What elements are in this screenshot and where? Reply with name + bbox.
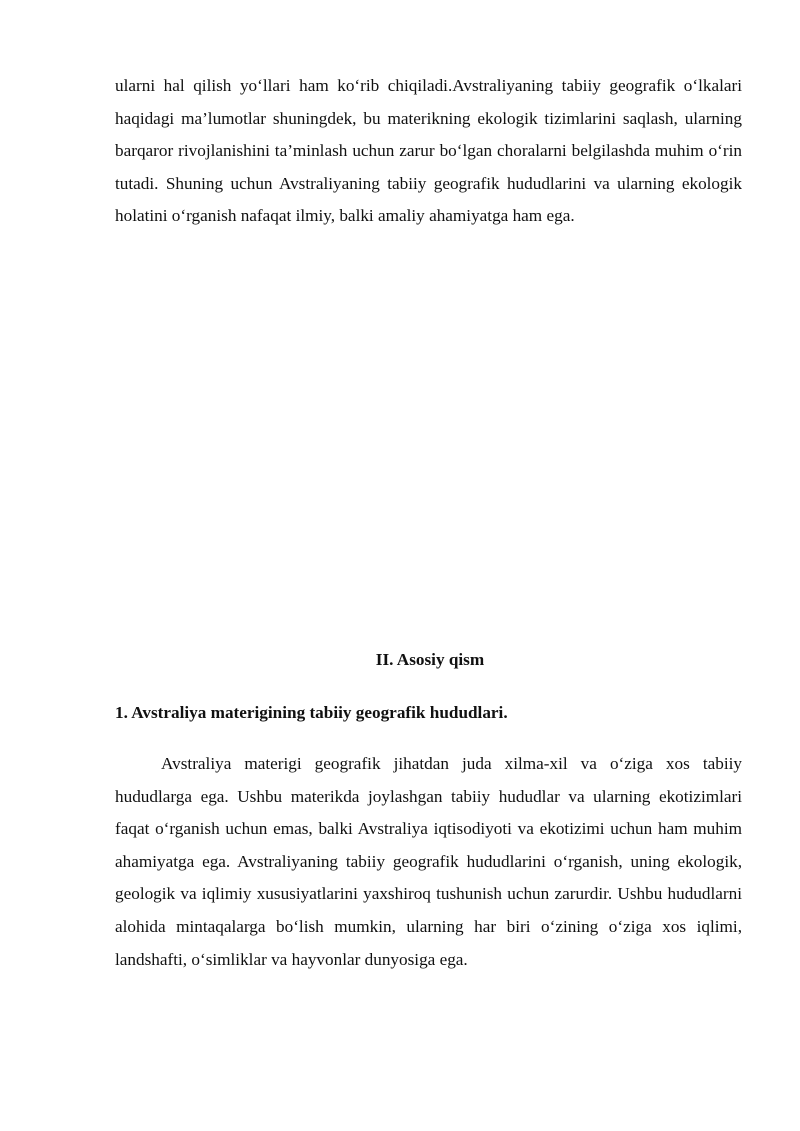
section-heading: II. Asosiy qism	[375, 650, 485, 669]
intro-paragraph: ularni hal qilish yo‘llari ham ko‘rib chiqiladi.Avstraliyaning tabiiy geografik o‘lkalari haqidagi ma’lumotlar shuningdek, bu materikning ekologik tizimlarini saqlash, ularning barqaror rivojlanishini ta’minlash uchun zarur bo‘lgan choralarni belgilashda muhim o‘rin tutadi. Shuning uchun Avstraliyaning tabiiy geografik hududlarini va ularning ekologik holatini o‘rganish nafaqat ilmiy, balki amaliy ahamiyatga ham ega.	[115, 76, 742, 226]
body-paragraph: Avstraliya materigi geografik jihatdan juda xilma-xil va o‘ziga xos tabiiy hududlarga ega. Ushbu materikda joylashgan tabiiy hududlar va ularning ekotizimlari faqat o‘rganish uchun emas, balki Avstraliya iqtisodiyoti va ekotizimi uchun ham muhim ahamiyatga ega. Avstraliyaning tabiiy geografik hududlarini o‘rganish, uning ekologik, geologik va iqlimiy xususiyatlarini yaxshiroq tushunish uchun zarurdir. Ushbu hududlarni alohida mintaqalarga bo‘lish mumkin, ularning har biri o‘zining o‘ziga xos iqlimi, landshafti, o‘simliklar va hayvonlar dunyosiga ega.	[115, 754, 742, 969]
subsection-heading: 1. Avstraliya materigining tabiiy geografik hududlari.	[115, 703, 508, 722]
